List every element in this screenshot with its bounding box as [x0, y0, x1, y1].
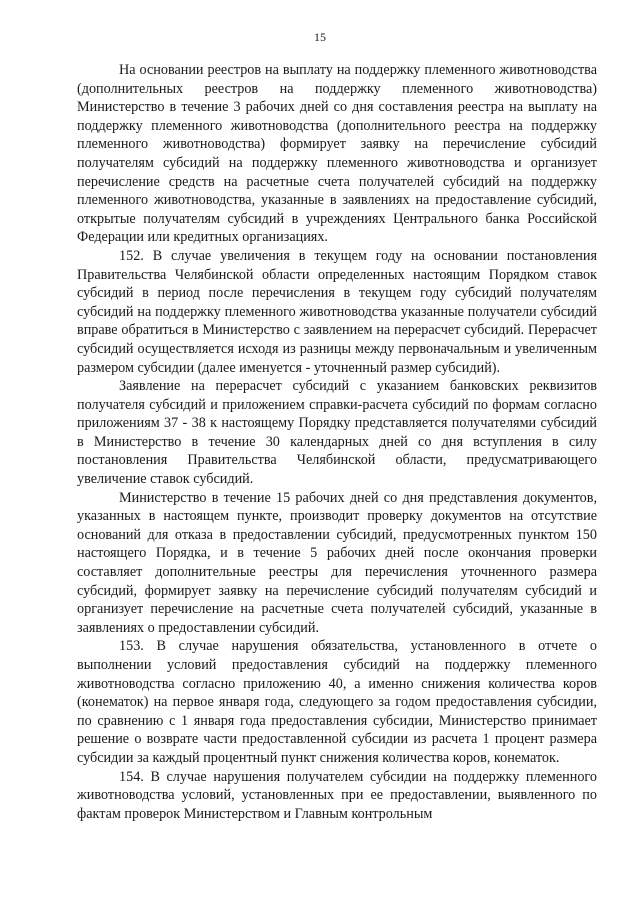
document-body: [77, 61, 597, 823]
paragraph-ministry-review: Министерство в течение 15 рабочих дней со дня представления документов, указанных в настоящем пункте, производит проверку документов на отсутствие оснований для отказа в предоставлении субсидий, предусмотренных пунктом 150 настоящего Порядка, и в течение 5 рабочих дней после окончания проверки составляет дополнительные реестры для перечисления уточненного размера субсидий, формирует заявку на перечисление субсидий получателям субсидий и организует перечисление на расчетные счета получателей субсидий, указанные в заявлениях о предоставлении субсидий.: [77, 489, 597, 636]
paragraph-152: 152. В случае увеличения в текущем году на основании постановления Правительства Челябинской области определенных настоящим Порядком ставок субсидий в период после перечисления в текущем году субсидий получателям субсидий на поддержку племенного животноводства указанные получатели субсидий вправе обратиться в Министерство с заявлением на перерасчет субсидий. Перерасчет субсидий осуществляется исходя из разницы между первоначальным и увеличенным размером субсидии (далее именуется - уточненный размер субсидий).: [77, 247, 597, 376]
paragraph-154: 154. В случае нарушения получателем субсидии на поддержку племенного животноводства условий, установленных при ее предоставлении, выявленного по фактам проверок Министерством и Главным контрольным: [77, 768, 597, 822]
paragraph-153: 153. В случае нарушения обязательства, установленного в отчете о выполнении условий предоставления субсидий на поддержку племенного животноводства согласно приложению 40, а именно снижения количества коров (конематок) на первое января года, следующего за годом предоставления субсидии, по сравнению с 1 января года предоставления субсидии, Министерство принимает решение о возврате части предоставленной субсидии из расчета 1 процент размера субсидии за каждый процентный пункт снижения количества коров, конематок.: [77, 638, 597, 766]
paragraph-recalculation-application: Заявление на перерасчет субсидий с указанием банковских реквизитов получателя субсидий и приложением справки-расчета субсидий по формам согласно приложениям 37 - 38 к настоящему Порядку представляется получателями субсидий в Министерство в течение 30 календарных дней со дня вступления в силу постановления Правительства Челябинской области, предусматривающего увеличение ставок субсидий.: [77, 378, 597, 488]
paragraph-registry-transfer: На основании реестров на выплату на поддержку племенного животноводства (дополнительных реестров на поддержку племенного животноводства) Министерство в течение 3 рабочих дней со дня составления реестра на выплату на поддержку племенного животноводства (дополнительного реестра на поддержку племенного животноводства) формирует заявку на перечисление субсидий получателям субсидий на поддержку племенного животноводства и организует перечисление средств на расчетные счета получателей субсидий на поддержку племенного животноводства, указанные в заявлениях на предоставление субсидий, открытые получателям субсидий в учреждениях Центрального банка Российской Федерации или кредитных организациях.: [77, 62, 597, 246]
page-number: 15: [314, 30, 326, 44]
